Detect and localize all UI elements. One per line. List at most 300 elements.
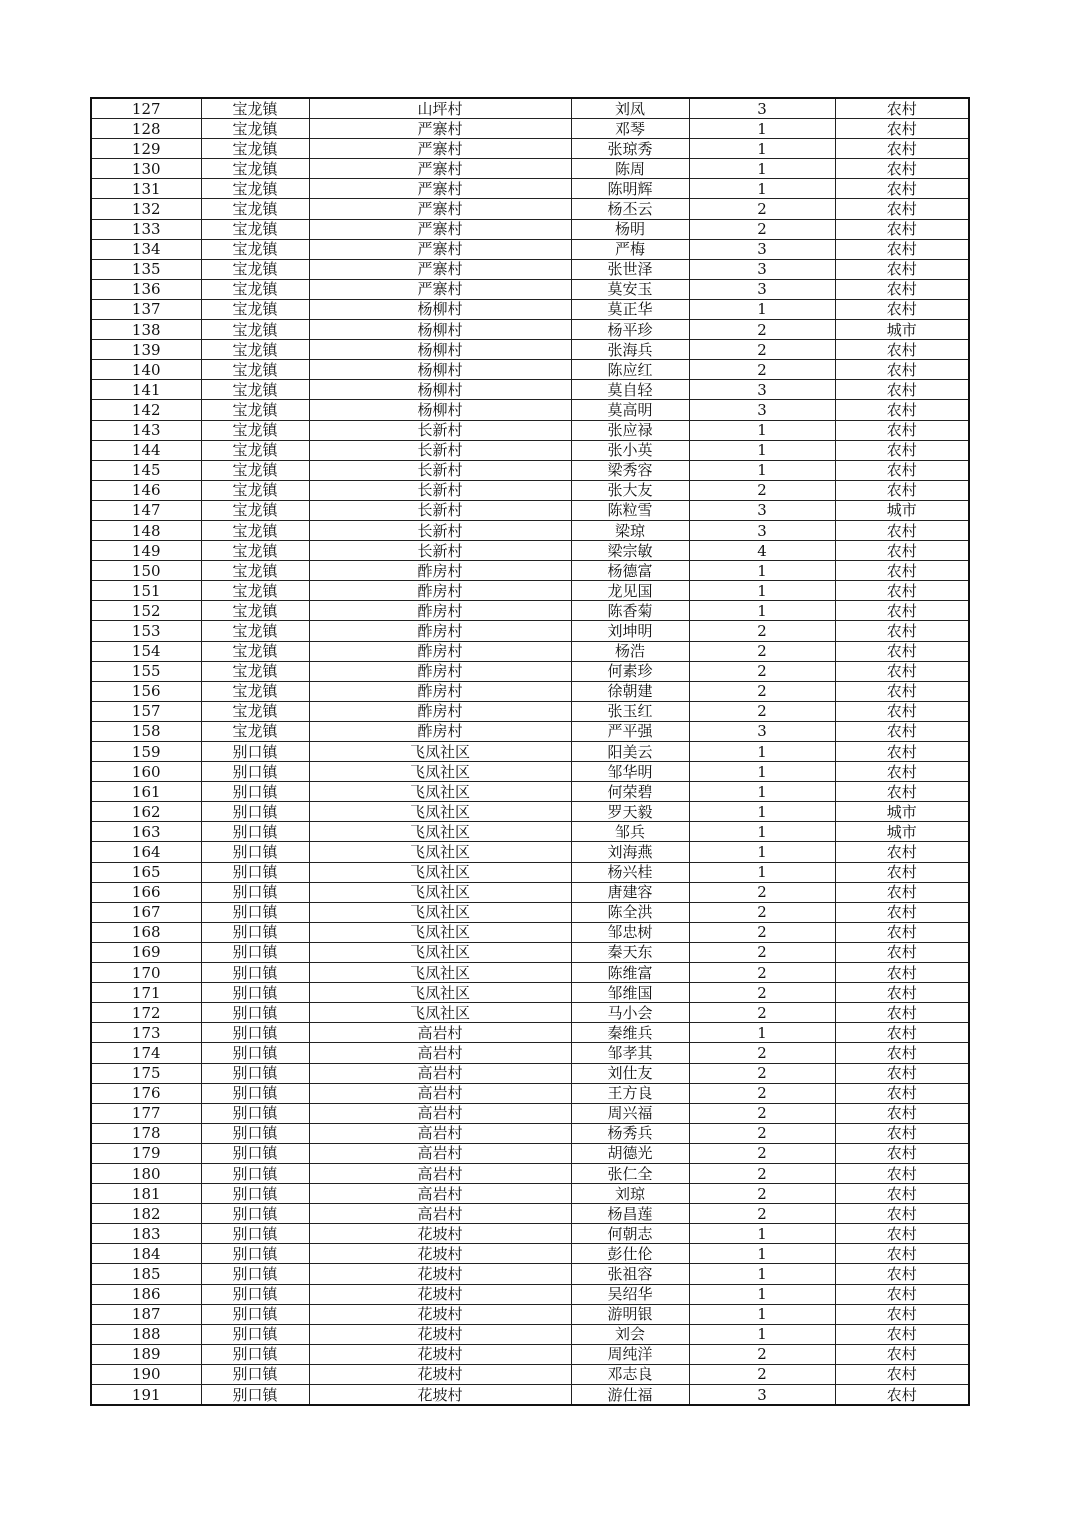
village-cell: 花坡村: [309, 1344, 571, 1364]
table-row: [91, 159, 969, 179]
household-type-cell: 农村: [835, 1043, 969, 1063]
name-cell: 张应禄: [571, 420, 689, 440]
count-cell: 3: [689, 239, 835, 259]
name-cell: 彭仕伦: [571, 1244, 689, 1264]
row-number-cell: 134: [91, 239, 201, 259]
household-type-cell: 农村: [835, 1304, 969, 1324]
town-cell: 宝龙镇: [201, 480, 309, 500]
name-cell: 邹孝其: [571, 1043, 689, 1063]
table-row: [91, 98, 969, 119]
town-cell: 宝龙镇: [201, 581, 309, 601]
table-row: [91, 1224, 969, 1244]
count-cell: 2: [689, 983, 835, 1003]
row-number-cell: 162: [91, 802, 201, 822]
count-cell: 2: [689, 701, 835, 721]
table-row: [91, 802, 969, 822]
town-cell: 别口镇: [201, 983, 309, 1003]
village-cell: 酢房村: [309, 721, 571, 741]
town-cell: 别口镇: [201, 1224, 309, 1244]
count-cell: 1: [689, 782, 835, 802]
town-cell: 宝龙镇: [201, 380, 309, 400]
table-row: [91, 701, 969, 721]
village-cell: 飞凤社区: [309, 862, 571, 882]
town-cell: 别口镇: [201, 1244, 309, 1264]
village-cell: 花坡村: [309, 1304, 571, 1324]
table-row: [91, 1043, 969, 1063]
row-number-cell: 159: [91, 742, 201, 762]
household-type-cell: 农村: [835, 1063, 969, 1083]
village-cell: 花坡村: [309, 1284, 571, 1304]
village-cell: 严寨村: [309, 219, 571, 239]
village-cell: 严寨村: [309, 139, 571, 159]
town-cell: 宝龙镇: [201, 460, 309, 480]
row-number-cell: 128: [91, 119, 201, 139]
table-row: [91, 380, 969, 400]
name-cell: 张玉红: [571, 701, 689, 721]
town-cell: 别口镇: [201, 1063, 309, 1083]
table-row: [91, 963, 969, 983]
row-number-cell: 129: [91, 139, 201, 159]
household-type-cell: 农村: [835, 1385, 969, 1406]
household-type-cell: 农村: [835, 963, 969, 983]
table-row: [91, 762, 969, 782]
name-cell: 唐建容: [571, 882, 689, 902]
village-cell: 高岩村: [309, 1063, 571, 1083]
town-cell: 宝龙镇: [201, 119, 309, 139]
table-row: [91, 1063, 969, 1083]
village-cell: 严寨村: [309, 279, 571, 299]
town-cell: 别口镇: [201, 1003, 309, 1023]
count-cell: 1: [689, 299, 835, 319]
table-row: [91, 1163, 969, 1183]
name-cell: 莫高明: [571, 400, 689, 420]
row-number-cell: 161: [91, 782, 201, 802]
household-type-cell: 城市: [835, 822, 969, 842]
row-number-cell: 137: [91, 299, 201, 319]
table-row: [91, 782, 969, 802]
town-cell: 别口镇: [201, 1083, 309, 1103]
name-cell: 莫正华: [571, 299, 689, 319]
row-number-cell: 139: [91, 340, 201, 360]
table-row: [91, 742, 969, 762]
table-row: [91, 561, 969, 581]
town-cell: 别口镇: [201, 902, 309, 922]
table-row: [91, 1364, 969, 1384]
table-row: [91, 902, 969, 922]
town-cell: 宝龙镇: [201, 320, 309, 340]
household-type-cell: 农村: [835, 159, 969, 179]
row-number-cell: 171: [91, 983, 201, 1003]
table-row: [91, 661, 969, 681]
household-type-cell: 农村: [835, 440, 969, 460]
village-cell: 长新村: [309, 480, 571, 500]
town-cell: 别口镇: [201, 862, 309, 882]
household-type-cell: 农村: [835, 1143, 969, 1163]
household-type-cell: 农村: [835, 1324, 969, 1344]
row-number-cell: 141: [91, 380, 201, 400]
row-number-cell: 170: [91, 963, 201, 983]
count-cell: 2: [689, 1364, 835, 1384]
roster-table: [90, 97, 970, 1406]
count-cell: 2: [689, 661, 835, 681]
village-cell: 杨柳村: [309, 320, 571, 340]
town-cell: 宝龙镇: [201, 179, 309, 199]
town-cell: 宝龙镇: [201, 199, 309, 219]
village-cell: 花坡村: [309, 1244, 571, 1264]
table-row: [91, 1003, 969, 1023]
count-cell: 1: [689, 179, 835, 199]
table-row: [91, 420, 969, 440]
table-row: [91, 139, 969, 159]
count-cell: 2: [689, 1103, 835, 1123]
row-number-cell: 130: [91, 159, 201, 179]
count-cell: 1: [689, 802, 835, 822]
count-cell: 1: [689, 581, 835, 601]
town-cell: 别口镇: [201, 882, 309, 902]
town-cell: 别口镇: [201, 1385, 309, 1406]
household-type-cell: 农村: [835, 1224, 969, 1244]
name-cell: 陈明辉: [571, 179, 689, 199]
name-cell: 杨浩: [571, 641, 689, 661]
village-cell: 严寨村: [309, 239, 571, 259]
town-cell: 别口镇: [201, 922, 309, 942]
table-row: [91, 1143, 969, 1163]
name-cell: 何素珍: [571, 661, 689, 681]
household-type-cell: 农村: [835, 1184, 969, 1204]
table-row: [91, 1083, 969, 1103]
name-cell: 陈香菊: [571, 601, 689, 621]
count-cell: 2: [689, 1003, 835, 1023]
count-cell: 2: [689, 360, 835, 380]
town-cell: 宝龙镇: [201, 681, 309, 701]
table-row: [91, 239, 969, 259]
table-row: [91, 480, 969, 500]
count-cell: 3: [689, 259, 835, 279]
village-cell: 飞凤社区: [309, 983, 571, 1003]
count-cell: 3: [689, 279, 835, 299]
town-cell: 别口镇: [201, 942, 309, 962]
name-cell: 邹忠树: [571, 922, 689, 942]
town-cell: 宝龙镇: [201, 641, 309, 661]
name-cell: 刘坤明: [571, 621, 689, 641]
row-number-cell: 173: [91, 1023, 201, 1043]
row-number-cell: 158: [91, 721, 201, 741]
table-row: [91, 1244, 969, 1264]
table-row: [91, 1184, 969, 1204]
row-number-cell: 191: [91, 1385, 201, 1406]
name-cell: 莫自轻: [571, 380, 689, 400]
village-cell: 酢房村: [309, 681, 571, 701]
table-row: [91, 621, 969, 641]
table-row: [91, 983, 969, 1003]
name-cell: 梁秀容: [571, 460, 689, 480]
village-cell: 杨柳村: [309, 360, 571, 380]
row-number-cell: 150: [91, 561, 201, 581]
count-cell: 3: [689, 400, 835, 420]
count-cell: 2: [689, 199, 835, 219]
name-cell: 杨昌莲: [571, 1204, 689, 1224]
household-type-cell: 农村: [835, 480, 969, 500]
village-cell: 高岩村: [309, 1204, 571, 1224]
count-cell: 1: [689, 1324, 835, 1344]
name-cell: 游仕福: [571, 1385, 689, 1406]
village-cell: 花坡村: [309, 1364, 571, 1384]
name-cell: 陈维富: [571, 963, 689, 983]
table-row: [91, 882, 969, 902]
count-cell: 1: [689, 119, 835, 139]
table-row: [91, 460, 969, 480]
row-number-cell: 190: [91, 1364, 201, 1384]
count-cell: 2: [689, 942, 835, 962]
village-cell: 高岩村: [309, 1143, 571, 1163]
table-row: [91, 440, 969, 460]
row-number-cell: 153: [91, 621, 201, 641]
household-type-cell: 农村: [835, 139, 969, 159]
row-number-cell: 182: [91, 1204, 201, 1224]
row-number-cell: 160: [91, 762, 201, 782]
name-cell: 邹维国: [571, 983, 689, 1003]
village-cell: 高岩村: [309, 1023, 571, 1043]
household-type-cell: 农村: [835, 219, 969, 239]
row-number-cell: 164: [91, 842, 201, 862]
name-cell: 张大友: [571, 480, 689, 500]
row-number-cell: 168: [91, 922, 201, 942]
household-type-cell: 农村: [835, 520, 969, 540]
name-cell: 陈应红: [571, 360, 689, 380]
row-number-cell: 156: [91, 681, 201, 701]
village-cell: 杨柳村: [309, 340, 571, 360]
village-cell: 长新村: [309, 520, 571, 540]
count-cell: 3: [689, 500, 835, 520]
name-cell: 游明银: [571, 1304, 689, 1324]
table-row: [91, 581, 969, 601]
row-number-cell: 145: [91, 460, 201, 480]
table-row: [91, 340, 969, 360]
household-type-cell: 农村: [835, 420, 969, 440]
name-cell: 何荣碧: [571, 782, 689, 802]
household-type-cell: 农村: [835, 601, 969, 621]
village-cell: 飞凤社区: [309, 782, 571, 802]
table-row: [91, 1023, 969, 1043]
row-number-cell: 184: [91, 1244, 201, 1264]
count-cell: 1: [689, 1264, 835, 1284]
town-cell: 别口镇: [201, 762, 309, 782]
table-row: [91, 279, 969, 299]
village-cell: 酢房村: [309, 581, 571, 601]
household-type-cell: 农村: [835, 179, 969, 199]
town-cell: 宝龙镇: [201, 721, 309, 741]
household-type-cell: 农村: [835, 701, 969, 721]
row-number-cell: 178: [91, 1123, 201, 1143]
name-cell: 马小会: [571, 1003, 689, 1023]
household-type-cell: 农村: [835, 882, 969, 902]
count-cell: 3: [689, 1385, 835, 1406]
name-cell: 梁琼: [571, 520, 689, 540]
name-cell: 周纯洋: [571, 1344, 689, 1364]
village-cell: 高岩村: [309, 1083, 571, 1103]
town-cell: 宝龙镇: [201, 279, 309, 299]
name-cell: 杨平珍: [571, 320, 689, 340]
roster-table-body: [91, 98, 969, 1405]
name-cell: 何朝志: [571, 1224, 689, 1244]
count-cell: 1: [689, 420, 835, 440]
table-row: [91, 1103, 969, 1123]
village-cell: 飞凤社区: [309, 842, 571, 862]
count-cell: 2: [689, 902, 835, 922]
household-type-cell: 农村: [835, 1284, 969, 1304]
household-type-cell: 农村: [835, 299, 969, 319]
village-cell: 酢房村: [309, 701, 571, 721]
table-row: [91, 842, 969, 862]
count-cell: 3: [689, 98, 835, 119]
name-cell: 秦天东: [571, 942, 689, 962]
table-row: [91, 922, 969, 942]
table-row: [91, 1324, 969, 1344]
name-cell: 刘凤: [571, 98, 689, 119]
town-cell: 别口镇: [201, 963, 309, 983]
table-row: [91, 1344, 969, 1364]
household-type-cell: 农村: [835, 1364, 969, 1384]
row-number-cell: 176: [91, 1083, 201, 1103]
household-type-cell: 农村: [835, 1204, 969, 1224]
town-cell: 别口镇: [201, 742, 309, 762]
household-type-cell: 农村: [835, 782, 969, 802]
row-number-cell: 177: [91, 1103, 201, 1123]
village-cell: 杨柳村: [309, 299, 571, 319]
village-cell: 酢房村: [309, 561, 571, 581]
town-cell: 别口镇: [201, 1123, 309, 1143]
town-cell: 宝龙镇: [201, 159, 309, 179]
household-type-cell: 农村: [835, 862, 969, 882]
village-cell: 飞凤社区: [309, 742, 571, 762]
household-type-cell: 农村: [835, 641, 969, 661]
town-cell: 别口镇: [201, 802, 309, 822]
row-number-cell: 169: [91, 942, 201, 962]
town-cell: 别口镇: [201, 1324, 309, 1344]
count-cell: 2: [689, 480, 835, 500]
name-cell: 杨丕云: [571, 199, 689, 219]
count-cell: 2: [689, 219, 835, 239]
row-number-cell: 187: [91, 1304, 201, 1324]
table-row: [91, 219, 969, 239]
village-cell: 高岩村: [309, 1103, 571, 1123]
name-cell: 张琼秀: [571, 139, 689, 159]
village-cell: 花坡村: [309, 1324, 571, 1344]
name-cell: 周兴福: [571, 1103, 689, 1123]
name-cell: 陈全洪: [571, 902, 689, 922]
village-cell: 高岩村: [309, 1043, 571, 1063]
row-number-cell: 186: [91, 1284, 201, 1304]
row-number-cell: 175: [91, 1063, 201, 1083]
household-type-cell: 农村: [835, 1264, 969, 1284]
row-number-cell: 185: [91, 1264, 201, 1284]
table-row: [91, 1204, 969, 1224]
row-number-cell: 172: [91, 1003, 201, 1023]
row-number-cell: 148: [91, 520, 201, 540]
town-cell: 宝龙镇: [201, 139, 309, 159]
household-type-cell: 农村: [835, 460, 969, 480]
row-number-cell: 143: [91, 420, 201, 440]
name-cell: 张仁全: [571, 1163, 689, 1183]
household-type-cell: 农村: [835, 279, 969, 299]
count-cell: 1: [689, 601, 835, 621]
count-cell: 1: [689, 1023, 835, 1043]
household-type-cell: 农村: [835, 360, 969, 380]
row-number-cell: 144: [91, 440, 201, 460]
row-number-cell: 138: [91, 320, 201, 340]
town-cell: 别口镇: [201, 822, 309, 842]
row-number-cell: 136: [91, 279, 201, 299]
row-number-cell: 151: [91, 581, 201, 601]
name-cell: 杨德富: [571, 561, 689, 581]
row-number-cell: 167: [91, 902, 201, 922]
village-cell: 飞凤社区: [309, 942, 571, 962]
table-row: [91, 320, 969, 340]
town-cell: 别口镇: [201, 1364, 309, 1384]
table-row: [91, 520, 969, 540]
name-cell: 吴绍华: [571, 1284, 689, 1304]
row-number-cell: 165: [91, 862, 201, 882]
row-number-cell: 179: [91, 1143, 201, 1163]
household-type-cell: 农村: [835, 742, 969, 762]
table-row: [91, 1385, 969, 1406]
name-cell: 杨明: [571, 219, 689, 239]
household-type-cell: 农村: [835, 1023, 969, 1043]
village-cell: 飞凤社区: [309, 963, 571, 983]
village-cell: 山坪村: [309, 98, 571, 119]
row-number-cell: 154: [91, 641, 201, 661]
row-number-cell: 163: [91, 822, 201, 842]
name-cell: 邹华明: [571, 762, 689, 782]
town-cell: 宝龙镇: [201, 541, 309, 561]
count-cell: 2: [689, 1043, 835, 1063]
row-number-cell: 180: [91, 1163, 201, 1183]
household-type-cell: 农村: [835, 239, 969, 259]
village-cell: 严寨村: [309, 179, 571, 199]
town-cell: 别口镇: [201, 1143, 309, 1163]
town-cell: 宝龙镇: [201, 520, 309, 540]
town-cell: 别口镇: [201, 1284, 309, 1304]
count-cell: 1: [689, 159, 835, 179]
household-type-cell: 农村: [835, 1163, 969, 1183]
row-number-cell: 157: [91, 701, 201, 721]
table-row: [91, 681, 969, 701]
count-cell: 1: [689, 822, 835, 842]
count-cell: 2: [689, 621, 835, 641]
count-cell: 4: [689, 541, 835, 561]
count-cell: 2: [689, 1063, 835, 1083]
household-type-cell: 农村: [835, 681, 969, 701]
household-type-cell: 城市: [835, 320, 969, 340]
household-type-cell: 农村: [835, 541, 969, 561]
name-cell: 王方良: [571, 1083, 689, 1103]
town-cell: 宝龙镇: [201, 340, 309, 360]
row-number-cell: 183: [91, 1224, 201, 1244]
town-cell: 别口镇: [201, 1043, 309, 1063]
village-cell: 严寨村: [309, 119, 571, 139]
name-cell: 徐朝建: [571, 681, 689, 701]
village-cell: 长新村: [309, 500, 571, 520]
household-type-cell: 农村: [835, 721, 969, 741]
row-number-cell: 188: [91, 1324, 201, 1344]
town-cell: 别口镇: [201, 1204, 309, 1224]
town-cell: 别口镇: [201, 1344, 309, 1364]
row-number-cell: 135: [91, 259, 201, 279]
table-row: [91, 400, 969, 420]
household-type-cell: 农村: [835, 983, 969, 1003]
household-type-cell: 农村: [835, 762, 969, 782]
village-cell: 酢房村: [309, 601, 571, 621]
